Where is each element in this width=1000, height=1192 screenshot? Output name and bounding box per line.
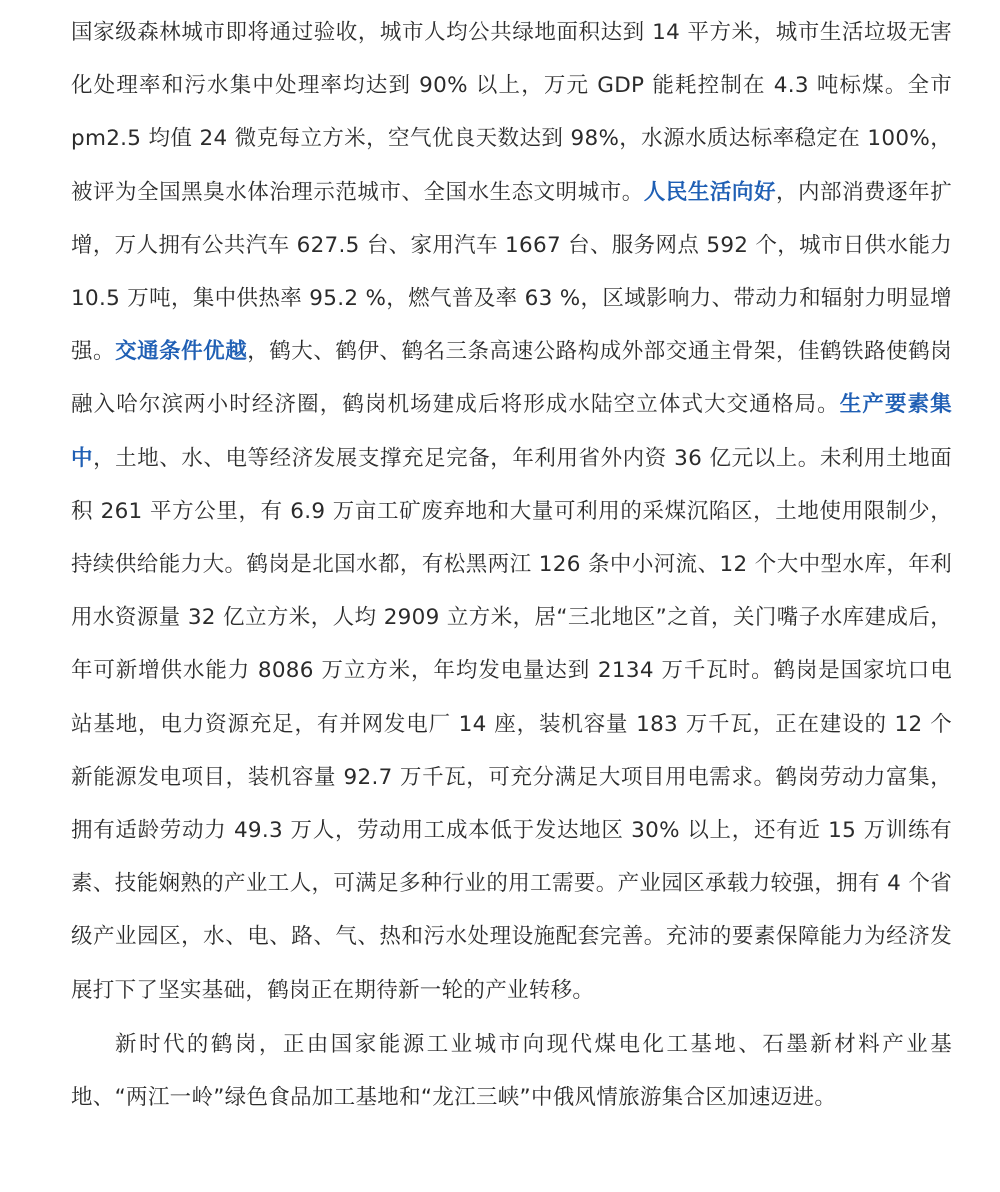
paragraph-new-era: 新时代的鹤岗，正由国家能源工业城市向现代煤电化工基地、石墨新材料产业基地、“两江一岭”绿色食品加工基地和“龙江三峡”中俄风情旅游集合区加速迈进。: [71, 1031, 952, 1111]
paragraph-text-segment: ，内部消费逐年扩增，万人拥有公共汽车 627.5 台、家用汽车 1667 台、服务网点 592 个，城市日供水能力 10.5 万吨，集中供热率 95.2 %，燃气普及率 63 %，区域影响力、带动力和辐射力明显增强。: [71, 179, 952, 365]
paragraph-text-segment: ，鹤大、鹤伊、鹤名三条高速公路构成外部交通主骨架，佳鹤铁路使鹤岗融入哈尔滨两小时经济圈，鹤岗机场建成后将形成水陆空立体式大交通格局。: [71, 339, 952, 418]
paragraph-text-segment: ，土地、水、电等经济发展支撑充足完备，年利用省外内资 36 亿元以上。未利用土地面积 261 平方公里，有 6.9 万亩工矿废弃地和大量可利用的采煤沉陷区，土地使用限制少，持续供给能力大。鹤岗是北国水都，有松黑两江 126 条中小河流、12 个大中型水库，年利用水资源量 32 亿立方米，人均 2909 立方米，居“三北地区”之首，关门嘴子水库建成后，年可新增供水能力 8086 万立方米，年均发电量达到 2134 万千瓦时。鹤岗是国家坑口电站基地，电力资源充足，有并网发电厂 14 座，装机容量 183 万千瓦，正在建设的 12 个新能源发电项目，装机容量 92.7 万千瓦，可充分满足大项目用电需求。鹤岗劳动力富集，拥有适龄劳动力 49.3 万人，劳动用工成本低于发达地区 30% 以上，还有近 15 万训练有素、技能娴熟的产业工人，可满足多种行业的用工需要。产业园区承载力较强，拥有 4 个省级产业园区，水、电、路、气、热和污水处理设施配套完善。充沛的要素保障能力为经济发展打下了坚实基础，鹤岗正在期待新一轮的产业转移。: [71, 445, 952, 1003]
highlight-transportation: 交通条件优越: [115, 339, 248, 365]
highlight-production-factors: 生产要素集中: [71, 392, 952, 471]
paragraph-development-conditions: [71, 6, 952, 1017]
paragraph-text-segment: 国家级森林城市即将通过验收，城市人均公共绿地面积达到 14 平方米，城市生活垃圾无害化处理率和污水集中处理率均达到 90% 以上，万元 GDP 能耗控制在 4.3 吨标煤。全市 pm2.5 均值 24 微克每立方米，空气优良天数达到 98%，水源水质达标率稳定在 100%，被评为全国黑臭水体治理示范城市、全国水生态文明城市。: [71, 20, 952, 205]
highlight-living-standards: 人民生活向好: [643, 179, 776, 205]
